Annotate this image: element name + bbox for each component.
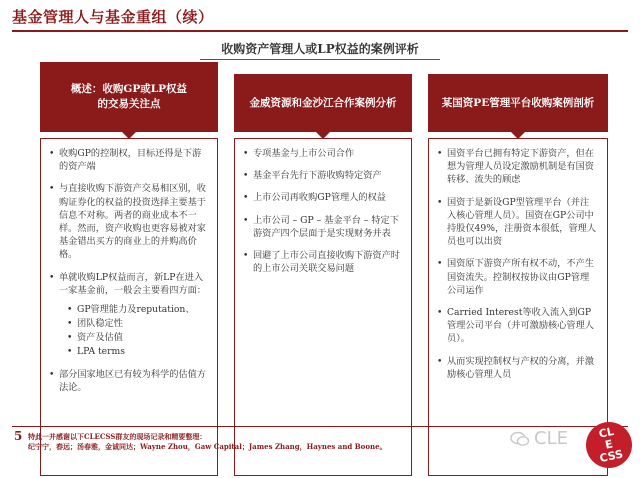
page-number: 5: [14, 429, 23, 443]
list-item: • 收购GP的控制权，目标还得是下游的资产端: [49, 147, 207, 173]
logo-text: CSS: [598, 447, 625, 466]
footnote-line: 纪宁宁，舂远；汤春雅，金诚同达；Wayne Zhou，Gaw Capital；James Zhang，Haynes and Boone。: [28, 442, 387, 451]
list-item: • 基金平台先行下游收购特定资产: [243, 169, 401, 182]
section-subtitle: 收购资产管理人或LP权益的案例评析: [221, 42, 419, 56]
list-item: • Carried Interest等收入流入到GP管理公司平台（并可激励核心管理人员）。: [437, 306, 597, 346]
watermark-text: CLE: [534, 428, 568, 449]
sub-list-item: • 资产及估值: [67, 331, 207, 345]
logo-text: E: [603, 437, 614, 452]
list-item: • 回避了上市公司直接收购下游资产时的上市公司关联交易问题: [243, 249, 401, 275]
list-item: • 国资原下游资产所有权不动，不产生国资流失。控制权按协议由GP管理公司运作: [437, 257, 597, 297]
wechat-watermark: [510, 428, 568, 449]
column-header-overview: [40, 62, 218, 132]
wechat-icon: [510, 431, 530, 447]
footnote-line: 特此一并感谢以下CLECSS群友的现场记录和精要整理：: [28, 432, 207, 441]
column-header-label: 金威资源和金沙江合作案例分析: [249, 96, 397, 109]
list-item-text: 单就收购LP权益而言，新LP在进入一家基金前，一般会主要看四方面：: [59, 271, 206, 296]
subtitle-underline: [200, 59, 440, 60]
list-item: [49, 271, 207, 359]
page-title: 基金管理人与基金重组（续）: [12, 8, 214, 26]
list-item: • 上市公司再收购GP管理人的权益: [243, 191, 401, 204]
title-divider: [12, 30, 628, 32]
sub-list-item: • GP管理能力及reputation、: [67, 303, 207, 317]
sub-list-item: • 团队稳定性: [67, 317, 207, 331]
list-item: • 国资平台已拥有特定下游资产，但在想为管理人员设定激励机制是有国资转移、流失的顾虑: [437, 147, 597, 187]
column-header-jinwei: [234, 74, 412, 132]
column-header-label: 概述：收购GP或LP权益的交易关注点: [70, 83, 188, 110]
list-item: • 上市公司 – GP – 基金平台 – 特定下游资产四个层面于是实现财务并表: [243, 214, 401, 240]
list-item: • 专项基金与上市公司合作: [243, 147, 401, 160]
list-item: • 从而实现控制权与产权的分离，并激励核心管理人员: [437, 355, 597, 381]
column-header-label: 某国资PE管理平台收购案例剖析: [441, 96, 595, 109]
list-item: • 部分国家地区已有较为科学的估值方法论。: [49, 368, 207, 394]
column-header-soe-pe: [428, 74, 608, 132]
footer-divider: [12, 426, 628, 427]
list-item: • 与直接收购下游资产交易相区别，收购证券化的权益的投资选择主要基于信息不对称。两者的商业成本不一样。然而，资产收购也更容易被对家基金错出买方的商业上的并购高价格。: [49, 182, 207, 261]
footnote: [28, 432, 387, 452]
sub-list-item: • LPA terms: [67, 345, 207, 359]
sub-list: [67, 303, 207, 359]
list-item: • 国资于是新设GP型管理平台（并注入核心管理人员）。国资在GP公司中持股仅49%，注册资本很低，管理人员也可以出资: [437, 196, 597, 249]
logo-text: CL: [597, 424, 616, 441]
